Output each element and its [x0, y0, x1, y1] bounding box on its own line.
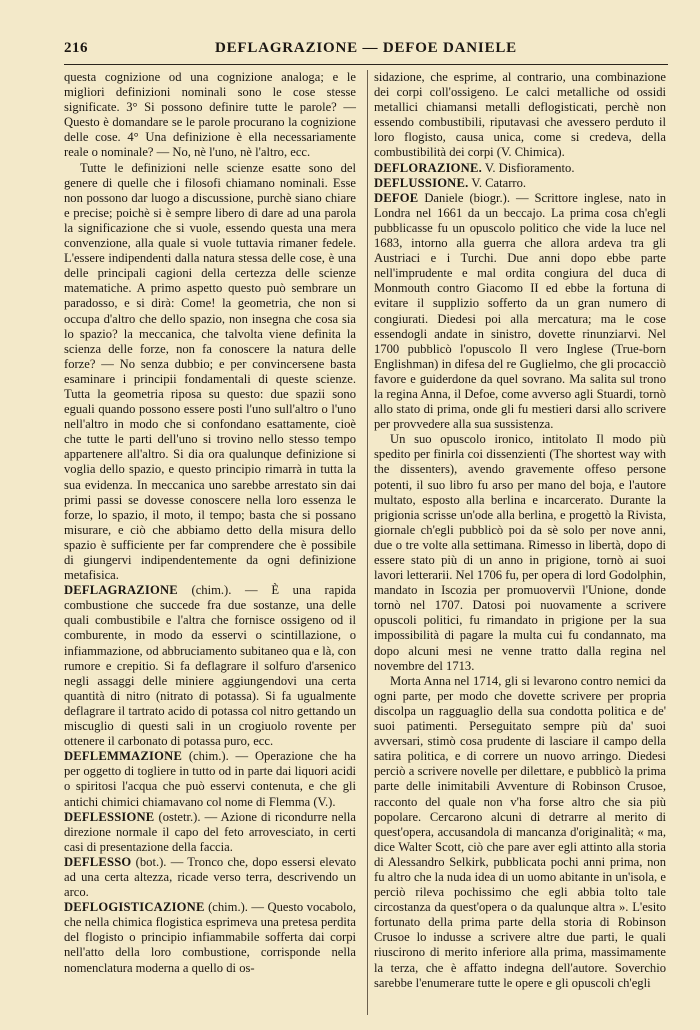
paragraph-text: Tutte le definizioni nelle scienze esatte sono del genere di quelle che i filosofi chiamano nominali. Esse non possono dar luogo a discussione, purchè siano chiare e precise; poichè si è sempre libero di dare ad una parola la significazione che si vuole, essendo questa una mera convenzione, alla quale si vuole tuttavia rimaner fedele. L'essere indipendenti dalla natura stessa delle cose, è una delle principali cagioni della certezza delle scienze matematiche. A primo aspetto questo può sembrare un paradosso, e si dirà: Come! la geometria, che non si occupa d'altro che dello spazio, non insegna che cosa sia lo spazio? la meccanica, che talvolta viene definita la scienza delle forze, non fa conoscere la natura delle forze? — No senza dubbio; e per convincersene basta esaminare i principii fondamentali di queste scienze. Tutta la geometria riposa su questo: due spazii sono eguali quando possono essere posti l'uno sull'altro o l'uno nell'altro in modo che si confondano esattamente, cioè che tutte le parti dell'uno si trovino nello stesso tempo appartenere all'altro. Si dia ora qualunque definizione si voglia dello spazio, e questo principio rimarrà in tutta la sua evidenza. In meccanica uno sarebbe arrestato sin dai primi passi se dovesse conoscere nella loro essenza le forze, lo spazio, il moto, il tempo; basta che si possano misurare, e ciò che abbiamo detto della misura dello spazio è sufficiente per far comprendere che è possibile di giungervi indipendentemente da ogni definizione metafisica. — [64, 160, 356, 583]
paragraph — [374, 432, 666, 674]
paragraph-text: Un suo opuscolo ironico, intitolato Il modo più spedito per finirla coi dissenzienti (The shortest way with the dissenters), avendo gravemente offeso persone potenti, il suo libro fu arso per mano del boja, e l'autore multato, esposto alla berlina e incarcerato. Durante la prigionia scrisse un'ode alla berlina, e progettò la Rivista, giornale ch'egli pubblicò poi da sè solo per nove anni, due o tre volte alla settimana. Rimesso in libertà, dopo di essere stato più di un anno in prigione, tornò ai suoi lavori letterarii. Nel 1706 fu, per opera di lord Godolphin, mandato in Iscozia per promuoverviì l'Unione, donde tornò nel 1707. Datosi poi nuovamente a scrivere opuscoli politici, fu rimandato in prigione per la sua impossibilità di pagare la multa cui fu condannato, ma dopo alcuni mesi ne venne tratto dalla regina nel novembre del 1713. — [374, 432, 666, 673]
paragraph — [374, 176, 666, 191]
paragraph-text: (chim.). — È una rapida combustione che succede fra due sostanze, una delle quali combustibile e l'altra che fornisce ossigeno od il comburente, in modo da esservi o scintillazione, o infiammazione, od abbruciamento subitaneo qua e là, con rumore e crepitio. Si fa deflagrare il solfuro d'arsenico negli assaggi delle miniere aggiungendovi una certa quantità di nitro (nitrato di potassa). Si fa ugualmente deflagrare il tartrato acido di potassa col nitro gettando un miscuglio di questi sali in un crogiuolo rovente per ottenere il carbonato di potassa puro, ecc. — [64, 583, 356, 749]
entry-headword: DEFLESSO — [64, 854, 132, 869]
paragraph-text: V. Disfioramento. — [481, 160, 575, 175]
entry-headword: DEFLESSIONE — [64, 809, 155, 824]
paragraph-text: questa cognizione od una cognizione analoga; e le migliori definizioni nominali sono le cose stesse significate. 3° Si possono definire tutte le parole? — Questo è domandare se le parole procurano la cognizione delle cose. 4° Una definizione è ella necessariamente reale o nominale? — No, nè l'uno, nè l'altro, ecc. — [64, 70, 356, 160]
entry-headword: DEFLAGRAZIONE — [64, 583, 178, 598]
paragraph-text: V. Catarro. — [468, 175, 527, 190]
paragraph-text: Daniele (biogr.). — Scrittore inglese, nato in Londra nel 1661 da un beccajo. La prima cosa ch'egli pubblicasse fu un opuscolo politico che vide la luce nel 1683, intorno alla guerra che allora ardeva tra gli Austriaci e i Turchi. Due anni dopo ebbe parte nell'imprudente e mal ordita congiura del duca di Monmouth contro Giacomo II ed ebbe la fortuna di evitare il supplizio sofferto da un gran numero di congiurati. Diedesi poi alla mercatura; ma le cose essendogli andate in sinistro, dovette rinunziarvi. Nel 1700 pubblicò l'opuscolo Il vero Inglese (True-born Englishman) in difesa del re Guglielmo, che gli procacciò favore e guiderdone da quel sovrano. Ma salita sul trono la regina Anna, il Defoe, come avverso agli Stuardi, tornò allo stato di prima, onde gli fu mestieri darsi allo scrivere per provvedere alla sua sussistenza. — [374, 190, 666, 432]
paragraph-text: (bot.). — Tronco che, dopo essersi elevato ad una certa altezza, ricade verso terra, descrivendo un arco. — [64, 854, 356, 900]
page-header — [64, 40, 668, 62]
paragraph — [64, 70, 356, 161]
paragraph-text: Morta Anna nel 1714, gli si levarono contro nemici da ogni parte, per modo che dovette scrivere per propria discolpa un ragguaglio della sua condotta politica e de' suoi patimenti. Perseguitato sempre più da' suoi avversari, stimò cosa prudente di lasciare il campo della satira politica, e di correre un nuovo arringo. Diedesi perciò a scrivere novelle per dilettare, e pubblicò la prima parte delle inimitabili Avventure di Robinson Crusoe, racconto del quale non v'ha forse altro che sia più popolare. Cercarono alcuni di detrarre al merito di quest'opera, accusandola di mancanza d'originalità; « ma, dice Walter Scott, ciò che pare aver egli attinto alla storia di Alessandro Selkirk, pubblicata pochi anni prima, non fu altro che la nuda idea di un uomo abitante in un'isola, e perciò rileva pochissimo che egli abbia tolto tale circostanza da quest'opera o da qualunque altra ». L'esito fortunato della prima parte della storia di Robinson Crusoe lo indusse a scrivere altre due parti, le quali riuscirono di merito inferiore alla prima, massimamente la terza, che è affatto indegna dell'autore. Soverchio sarebbe l'enumerare tutte le opere e gli opuscoli ch'egli — [374, 673, 666, 990]
paragraph — [64, 855, 356, 900]
paragraph — [64, 583, 356, 749]
paragraph — [64, 810, 356, 855]
entry-headword: DEFOE — [374, 190, 419, 205]
paragraph — [374, 674, 666, 991]
entry-headword: DEFLOGISTICAZIONE — [64, 900, 205, 915]
paragraph — [64, 749, 356, 809]
paragraph-text: (ostetr.). — Azione di ricondurre nella direzione normale il capo del feto arrovesciato, in certi casi di presentazione della faccia. — [64, 809, 356, 854]
paragraph-text: sidazione, che esprime, al contrario, una combinazione dei corpi coll'ossigeno. Le calci metalliche od ossidi metallici chiamansi metalli deflogisticati, perchè non essendo combustibili, riputavasi che avessero perduto il loro flogisto, causa unica, come si credeva, della combustibilità dei corpi (V. Chimica). — [374, 70, 666, 160]
paragraph-text: (chim.). — Questo vocabolo, che nella chimica flogistica esprimeva una pretesa perdita del flogisto o principio infiammabile sofferta dai corpi nell'atto della loro combustione, corrisponde nella nomenclatura moderna a quello di os- — [64, 900, 356, 975]
column-divider — [367, 70, 368, 1015]
right-column — [374, 70, 666, 991]
paragraph — [374, 191, 666, 433]
paragraph-text: (chim.). — Operazione che ha per oggetto di togliere in tutto od in parte dai liquori acidi o spiritosi l'acqua che può esservi contenuta, e che gli antichi chimici chiamavano col nome di Flemma (V.). — [64, 749, 356, 809]
entry-headword: DEFLORAZIONE. — [374, 160, 482, 175]
header-rule — [64, 64, 668, 65]
running-title: DEFLAGRAZIONE — DEFOE DANIELE — [215, 40, 517, 56]
paragraph — [374, 70, 666, 161]
paragraph — [64, 161, 356, 584]
entry-headword: DEFLUSSIONE. — [374, 175, 469, 190]
entry-headword: DEFLEMMAZIONE — [64, 749, 183, 764]
paragraph — [374, 161, 666, 176]
paragraph — [64, 900, 356, 975]
left-column — [64, 70, 356, 976]
page-number: 216 — [64, 40, 88, 56]
